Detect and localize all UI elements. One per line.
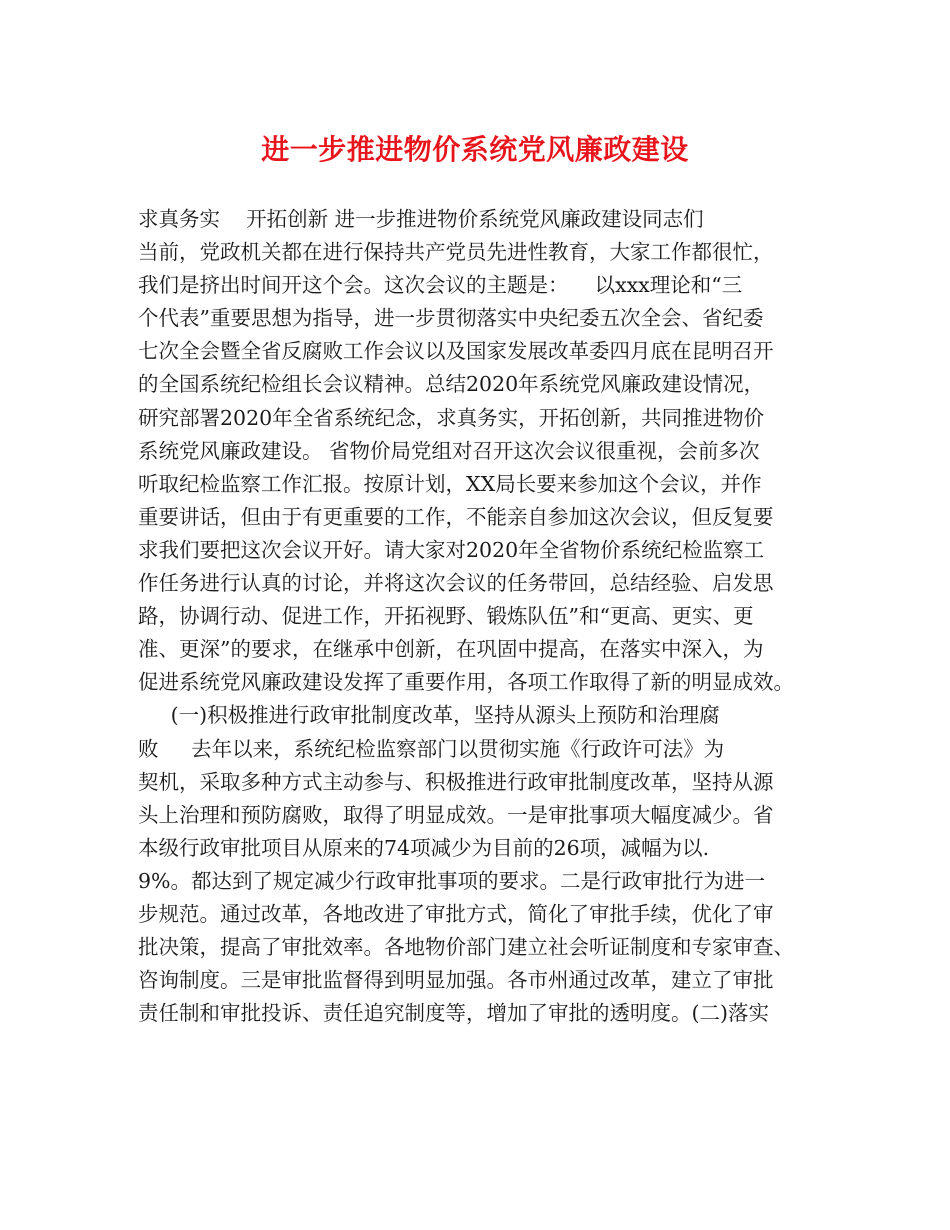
text-line: 路，协调行动、促进工作，开拓视野、锻炼队伍”和“更高、更实、更 [138,604,754,629]
text-line: 契机，采取多种方式主动参与、积极推进行政审批制度改革，坚持从源 [138,769,774,794]
text-line: (一)积极推进行政审批制度改革，坚持从源头上预防和治理腐 [138,703,720,728]
text-line: 求我们要把这次会议开好。请大家对2020年全省物价系统纪检监察工 [138,537,765,562]
text-line: 听取纪检监察工作汇报。按原计划，XX局长要来参加这个会议，并作 [138,471,762,496]
text-line: 败 去年以来，系统纪检监察部门以贯彻实施《行政许可法》为 [138,736,725,761]
text-line: 步规范。通过改革，各地改进了审批方式，简化了审批手续，优化了审 [138,901,774,926]
text-line: 作任务进行认真的讨论，并将这次会议的任务带回，总结经验、启发思 [138,571,774,596]
text-line: 准、更深”的要求，在继承中创新，在巩固中提高，在落实中深入，为 [138,637,764,662]
text-line: 责任制和审批投诉、责任追究制度等，增加了审批的透明度。(二)落实 [138,1001,769,1026]
text-line: 本级行政审批项目从原来的74项减少为目前的26项，减幅为以. [138,835,710,860]
text-line: 的全国系统纪检组长会议精神。总结2020年系统党风廉政建设情况， [138,372,765,397]
text-line: 当前，党政机关都在进行保持共产党员先进性教育，大家工作都很忙， [138,240,774,265]
text-line: 我们是挤出时间开这个会。这次会议的主题是： 以xxx理论和“三 [138,273,743,298]
text-line: 头上治理和预防腐败，取得了明显成效。一是审批事项大幅度减少。省 [138,802,774,827]
text-line: 重要讲话，但由于有更重要的工作，不能亲自参加这次会议，但反复要 [138,504,774,529]
document-title: 进一步推进物价系统党风廉政建设 [261,133,689,166]
text-line: 求真务实 开拓创新 进一步推进物价系统党风廉政建设同志们 [138,207,704,231]
text-line: 系统党风廉政建设。 省物价局党组对召开这次会议很重视，会前多次 [138,438,760,463]
text-line: 9%。都达到了规定减少行政审批事项的要求。二是行政审批行为进一 [138,868,766,893]
document-body [138,203,828,1030]
text-line: 个代表”重要思想为指导，进一步贯彻落实中央纪委五次全会、省纪委 [138,306,764,331]
text-line: 批决策，提高了审批效率。各地物价部门建立社会听证制度和专家审查、 [138,935,794,960]
text-line: 促进系统党风廉政建设发挥了重要作用，各项工作取得了新的明显成效。 [138,670,794,695]
text-line: 研究部署2020年全省系统纪念，求真务实，开拓创新，共同推进物价 [138,405,765,430]
text-line: 七次全会暨全省反腐败工作会议以及国家发展改革委四月底在昆明召开 [138,339,774,364]
text-line: 咨询制度。三是审批监督得到明显加强。各市州通过改革，建立了审批 [138,968,774,993]
